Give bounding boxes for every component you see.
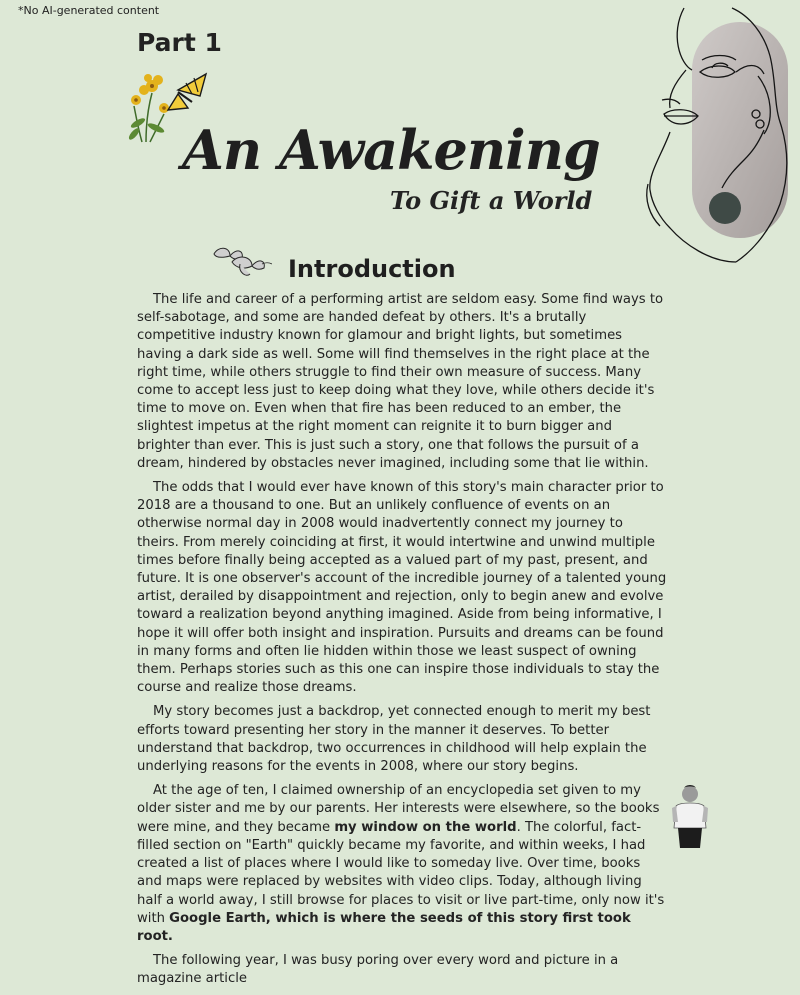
paragraph: [137, 782, 667, 946]
body-text: [137, 291, 667, 995]
ai-disclaimer: *No AI-generated content: [18, 4, 160, 17]
part-label: Part 1: [137, 28, 222, 57]
bold-phrase: Google Earth, which is where the seeds of this story first took root.: [137, 910, 631, 944]
bold-phrase: my window on the world: [334, 819, 517, 835]
paragraph: The odds that I would ever have known of this story's main character prior to 2018 are a thousand to one. But an unlikely confluence of events on an otherwise normal day in 2008 would inadvertently connect my journey to theirs. From merely coinciding at first, it would intertwine and unwind multiple times before finally being accepted as a valued part of my past, present, and future. It is one observer's account of the incredible journey of a talented young artist, derailed by disappointment and rejection, only to begin anew and evolve toward a realization beyond anything imagined. Aside from being informative, I hope it will offer both insight and inspiration. Pursuits and dreams can be found in many forms and often lie hidden within those we least suspect of owning them. Perhaps stories such as this one can inspire those individuals to stay the course and realize those dreams.: [137, 480, 667, 696]
line-art-face-illustration: [640, 4, 800, 266]
butterflies-sketch: [208, 244, 272, 280]
person-photo: [668, 782, 712, 848]
paragraph: The following year, I was busy poring over every word and picture in a magazine article: [137, 953, 619, 987]
chapter-title: An Awakening: [182, 118, 600, 182]
chapter-subtitle: To Gift a World: [390, 186, 593, 215]
paragraph: My story becomes just a backdrop, yet connected enough to merit my best efforts toward presenting her story in the manner it deserves. To better understand that backdrop, two occurrences in childhood will help explain the underlying reasons for the events in 2008, where our story begins.: [137, 704, 651, 775]
paragraph: The life and career of a performing artist are seldom easy. Some find ways to self-sabotage, and some are handed defeat by others. It's a brutally competitive industry known for glamour and bright lights, but sometimes having a dark side as well. Some will find themselves in the right place at the right time, while others struggle to find their own measure of success. Many come to accept less just to keep doing what they love, while others decide it's time to move on. Even when that fire has been reduced to an ember, the slightest impetus at the right moment can reignite it to burn bigger and brighter than ever. This is just such a story, one that follows the pursuit of a dream, hindered by obstacles never imagined, including some that lie within.: [137, 292, 664, 471]
text-run: At the age of ten, I claimed ownership of an encyclopedia set given to my older sister and me by our parents. Her interests were elsewhere, so the books were mine, and they became: [137, 783, 660, 835]
section-heading: Introduction: [288, 255, 456, 283]
text-run: . The colorful, fact-filled section on "Earth" quickly became my favorite, and within weeks, I had created a list of places where I would like to someday live. Over time, books and maps were replaced by websites with video clips. Today, although living half a world away, I still browse for places to visit or live part-time, only now it's with: [137, 819, 665, 926]
